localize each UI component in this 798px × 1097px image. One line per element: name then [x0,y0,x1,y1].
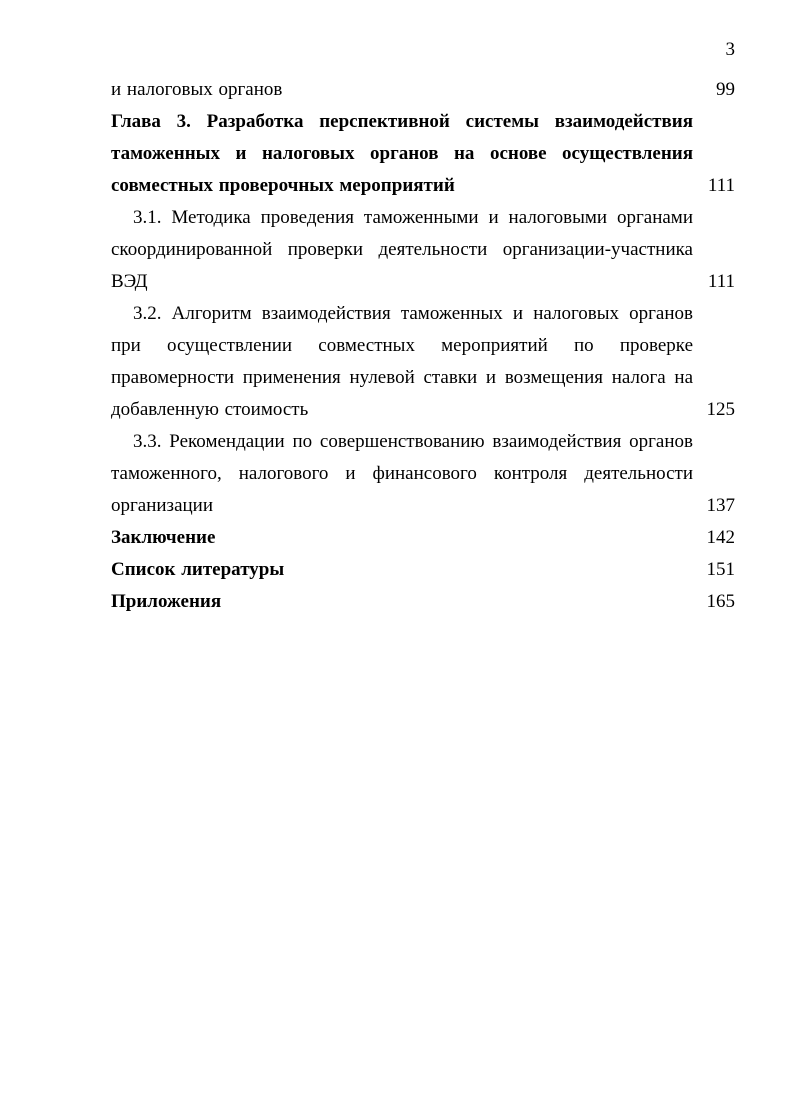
toc-entry [111,426,735,522]
toc-entry-page: 165 [706,591,735,612]
toc-entry-text: Приложения [111,591,222,612]
toc-entry [111,586,735,618]
table-of-contents [111,74,735,618]
toc-entry-page: 111 [707,271,735,292]
page-number: 3 [725,39,735,60]
toc-entry-page: 111 [707,175,735,196]
toc-entry-page: 142 [706,527,735,548]
toc-entry-text: Список литературы [111,559,285,580]
toc-entry [111,522,735,554]
toc-entry-text: Заключение [111,527,216,548]
toc-entry-text: 3.3. Рекомендации по совершенствованию взаимодействия органов таможенного, налогового и финансового контроля деятельности организации [111,431,693,516]
toc-entry-text: 3.2. Алгоритм взаимодействия таможенных и налоговых органов при осуществлении совместных мероприятий по проверке правомерности применения нулевой ставки и возмещения налога на добавленную стоимость [111,303,693,420]
toc-entry [111,298,735,426]
toc-entry-page: 125 [706,399,735,420]
toc-entry-text: и налоговых органов [111,79,283,100]
toc-entry-page: 151 [706,559,735,580]
toc-entry [111,202,735,298]
toc-entry-text: Глава 3. Разработка перспективной системы взаимодействия таможенных и налоговых органов на основе осуществления совместных проверочных мероприятий [111,111,693,196]
toc-entry-text: 3.1. Методика проведения таможенными и налоговыми органами скоординированной проверки деятельности организации-участника ВЭД [111,207,693,292]
toc-entry [111,554,735,586]
toc-entry [111,74,735,106]
toc-entry-page: 99 [716,79,735,100]
toc-entry [111,106,735,202]
toc-entry-page: 137 [706,495,735,516]
